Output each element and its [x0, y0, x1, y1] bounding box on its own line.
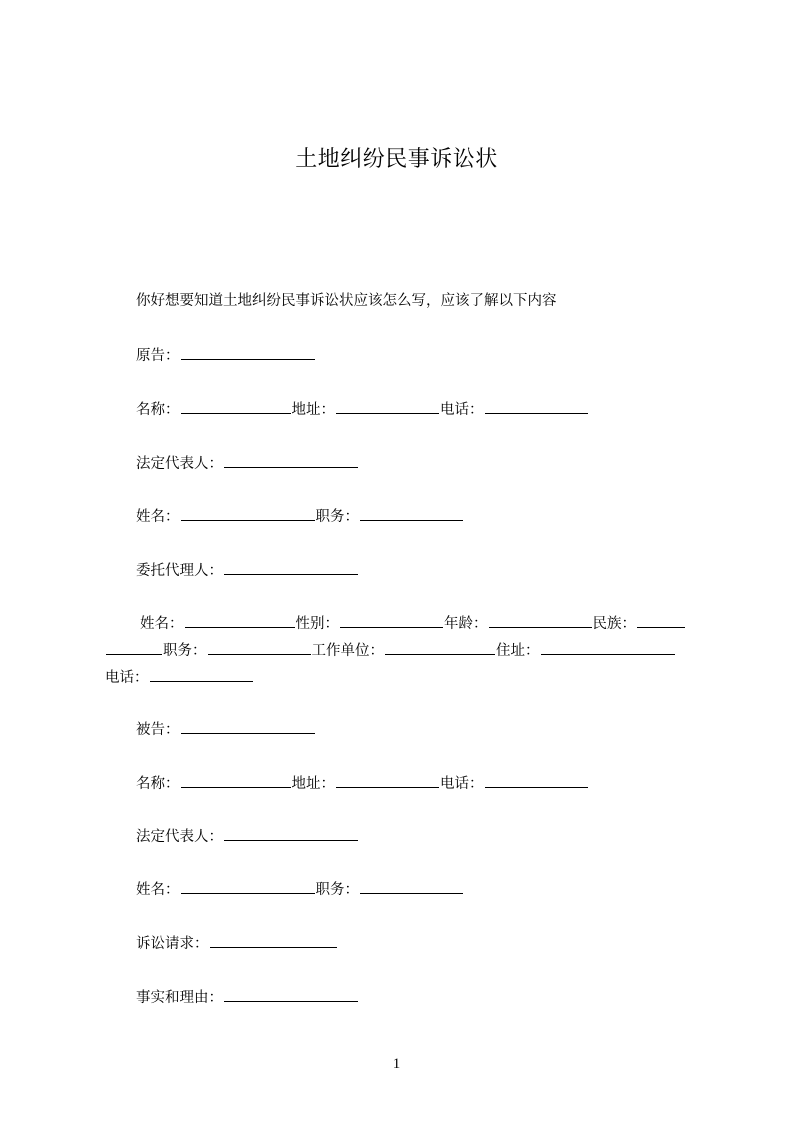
- agent-position-label: 职务：: [163, 643, 207, 659]
- plaintiff-person-name-field[interactable]: [181, 505, 315, 521]
- defendant-phone-label: 电话：: [440, 776, 484, 792]
- agent-workplace-field[interactable]: [385, 639, 495, 655]
- defendant-person-name-field[interactable]: [181, 878, 315, 894]
- agent-phone-label: 电话：: [105, 670, 149, 686]
- facts-line: [136, 986, 359, 1008]
- defendant-position-field[interactable]: [360, 878, 463, 894]
- agent-details-line-3: [105, 666, 254, 688]
- plaintiff-agent-field[interactable]: [224, 559, 358, 575]
- plaintiff-field[interactable]: [181, 344, 315, 360]
- agent-age-label: 年龄：: [444, 616, 488, 632]
- agent-name-label: 姓名：: [140, 616, 184, 632]
- facts-field[interactable]: [224, 986, 358, 1002]
- agent-details-line-2: [105, 639, 676, 661]
- plaintiff-position-label: 职务：: [315, 509, 359, 525]
- defendant-legal-rep-line: [136, 825, 359, 847]
- defendant-legal-rep-label: 法定代表人：: [136, 829, 223, 845]
- intro-text: 你好想要知道土地纠纷民事诉讼状应该怎么写，应该了解以下内容: [136, 293, 557, 309]
- agent-gender-field[interactable]: [340, 612, 443, 628]
- plaintiff-label: 原告：: [136, 348, 180, 364]
- plaintiff-position-field[interactable]: [360, 505, 463, 521]
- defendant-label: 被告：: [136, 722, 180, 738]
- plaintiff-address-field[interactable]: [336, 398, 439, 414]
- agent-details-line-1: [140, 612, 686, 634]
- agent-gender-label: 性别：: [295, 616, 339, 632]
- defendant-line: [136, 718, 316, 740]
- agent-name-field[interactable]: [185, 612, 295, 628]
- page-number: 1: [392, 1056, 401, 1072]
- plaintiff-agent-line: [136, 559, 359, 581]
- agent-ethnicity-field[interactable]: [637, 612, 685, 628]
- plaintiff-phone-field[interactable]: [485, 398, 588, 414]
- claims-label: 诉讼请求：: [136, 936, 209, 952]
- plaintiff-name-field[interactable]: [181, 398, 291, 414]
- plaintiff-person-name-label: 姓名：: [136, 509, 180, 525]
- plaintiff-name-label: 名称：: [136, 402, 180, 418]
- defendant-person-name-label: 姓名：: [136, 882, 180, 898]
- defendant-person-line: [136, 878, 464, 900]
- defendant-name-address-phone-line: [136, 772, 589, 794]
- document-title: 土地纠纷民事诉讼状: [295, 147, 498, 172]
- plaintiff-address-label: 地址：: [291, 402, 335, 418]
- defendant-phone-field[interactable]: [485, 772, 588, 788]
- agent-ethnicity-field-cont[interactable]: [106, 639, 162, 655]
- plaintiff-line: [136, 344, 316, 366]
- agent-workplace-label: 工作单位：: [311, 643, 384, 659]
- plaintiff-legal-rep-field[interactable]: [224, 452, 358, 468]
- agent-residence-field[interactable]: [541, 639, 675, 655]
- agent-age-field[interactable]: [489, 612, 592, 628]
- plaintiff-phone-label: 电话：: [440, 402, 484, 418]
- plaintiff-agent-label: 委托代理人：: [136, 563, 223, 579]
- claims-field[interactable]: [210, 932, 337, 948]
- defendant-address-label: 地址：: [291, 776, 335, 792]
- facts-label: 事实和理由：: [136, 990, 223, 1006]
- defendant-position-label: 职务：: [315, 882, 359, 898]
- agent-position-field[interactable]: [208, 639, 311, 655]
- plaintiff-person-line: [136, 505, 464, 527]
- defendant-name-field[interactable]: [181, 772, 291, 788]
- plaintiff-legal-rep-label: 法定代表人：: [136, 456, 223, 472]
- plaintiff-name-address-phone-line: [136, 398, 589, 420]
- defendant-legal-rep-field[interactable]: [224, 825, 358, 841]
- agent-residence-label: 住址：: [496, 643, 540, 659]
- defendant-address-field[interactable]: [336, 772, 439, 788]
- defendant-field[interactable]: [181, 718, 315, 734]
- defendant-name-label: 名称：: [136, 776, 180, 792]
- plaintiff-legal-rep-line: [136, 452, 359, 474]
- claims-line: [136, 932, 338, 954]
- agent-ethnicity-label: 民族：: [592, 616, 636, 632]
- agent-phone-field[interactable]: [150, 666, 253, 682]
